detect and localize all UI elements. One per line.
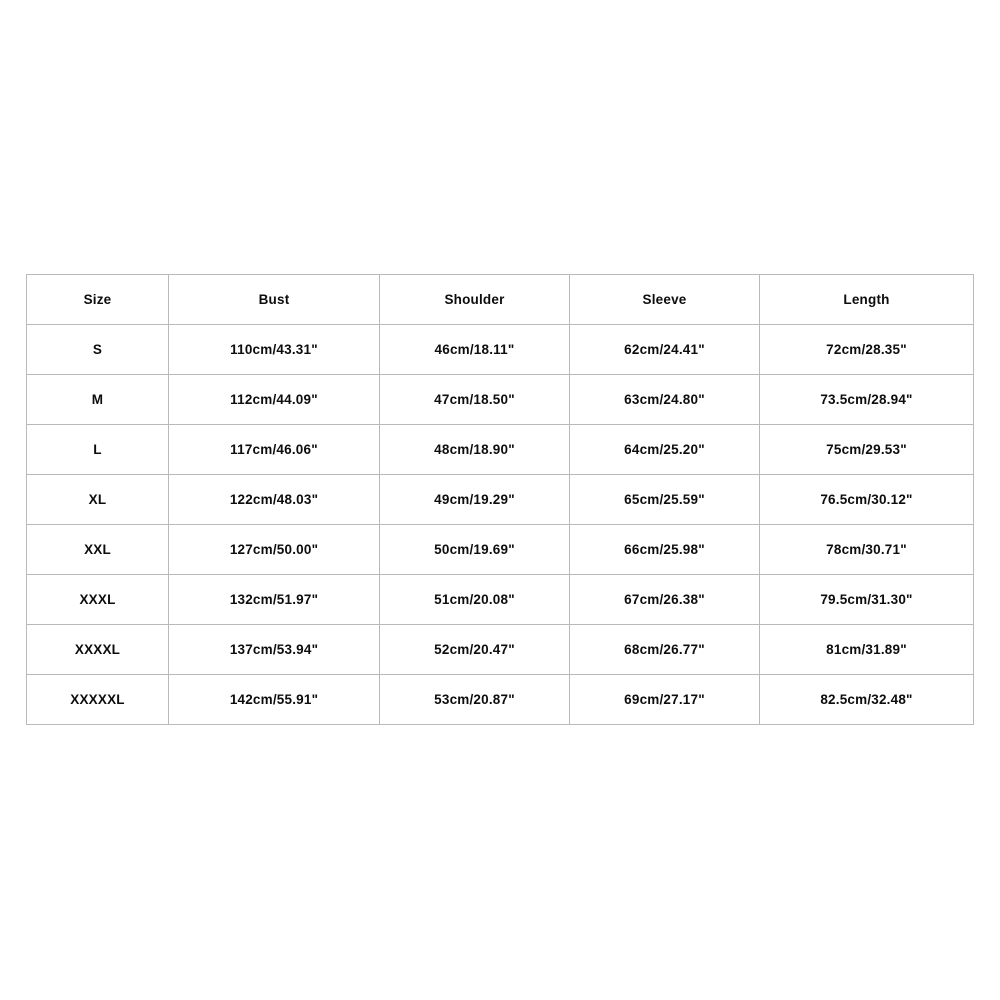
cell-bust: 122cm/48.03" bbox=[169, 475, 380, 525]
cell-length: 81cm/31.89" bbox=[760, 625, 974, 675]
cell-bust: 117cm/46.06" bbox=[169, 425, 380, 475]
table-row bbox=[27, 625, 974, 675]
cell-size: L bbox=[27, 425, 169, 475]
table-row bbox=[27, 375, 974, 425]
size-chart-table bbox=[26, 274, 974, 725]
cell-size: XXXXXL bbox=[27, 675, 169, 725]
cell-length: 79.5cm/31.30" bbox=[760, 575, 974, 625]
cell-length: 82.5cm/32.48" bbox=[760, 675, 974, 725]
cell-shoulder: 50cm/19.69" bbox=[380, 525, 570, 575]
cell-sleeve: 66cm/25.98" bbox=[570, 525, 760, 575]
cell-bust: 127cm/50.00" bbox=[169, 525, 380, 575]
cell-size: XXL bbox=[27, 525, 169, 575]
table-row bbox=[27, 475, 974, 525]
cell-length: 73.5cm/28.94" bbox=[760, 375, 974, 425]
cell-shoulder: 51cm/20.08" bbox=[380, 575, 570, 625]
column-header-shoulder: Shoulder bbox=[380, 275, 570, 325]
cell-bust: 142cm/55.91" bbox=[169, 675, 380, 725]
cell-shoulder: 49cm/19.29" bbox=[380, 475, 570, 525]
cell-sleeve: 65cm/25.59" bbox=[570, 475, 760, 525]
cell-shoulder: 46cm/18.11" bbox=[380, 325, 570, 375]
cell-bust: 132cm/51.97" bbox=[169, 575, 380, 625]
table-row bbox=[27, 325, 974, 375]
cell-bust: 137cm/53.94" bbox=[169, 625, 380, 675]
cell-length: 76.5cm/30.12" bbox=[760, 475, 974, 525]
cell-shoulder: 52cm/20.47" bbox=[380, 625, 570, 675]
cell-sleeve: 69cm/27.17" bbox=[570, 675, 760, 725]
cell-size: XXXXL bbox=[27, 625, 169, 675]
column-header-sleeve: Sleeve bbox=[570, 275, 760, 325]
cell-sleeve: 64cm/25.20" bbox=[570, 425, 760, 475]
cell-size: XXXL bbox=[27, 575, 169, 625]
table-row bbox=[27, 425, 974, 475]
table-row bbox=[27, 675, 974, 725]
cell-length: 75cm/29.53" bbox=[760, 425, 974, 475]
table-row bbox=[27, 575, 974, 625]
cell-sleeve: 62cm/24.41" bbox=[570, 325, 760, 375]
cell-length: 72cm/28.35" bbox=[760, 325, 974, 375]
cell-size: XL bbox=[27, 475, 169, 525]
column-header-bust: Bust bbox=[169, 275, 380, 325]
cell-shoulder: 53cm/20.87" bbox=[380, 675, 570, 725]
cell-sleeve: 67cm/26.38" bbox=[570, 575, 760, 625]
cell-sleeve: 63cm/24.80" bbox=[570, 375, 760, 425]
cell-length: 78cm/30.71" bbox=[760, 525, 974, 575]
cell-sleeve: 68cm/26.77" bbox=[570, 625, 760, 675]
cell-shoulder: 48cm/18.90" bbox=[380, 425, 570, 475]
column-header-size: Size bbox=[27, 275, 169, 325]
cell-bust: 110cm/43.31" bbox=[169, 325, 380, 375]
table-header-row bbox=[27, 275, 974, 325]
cell-size: S bbox=[27, 325, 169, 375]
column-header-length: Length bbox=[760, 275, 974, 325]
cell-bust: 112cm/44.09" bbox=[169, 375, 380, 425]
cell-size: M bbox=[27, 375, 169, 425]
size-chart-container bbox=[26, 274, 973, 725]
cell-shoulder: 47cm/18.50" bbox=[380, 375, 570, 425]
table-row bbox=[27, 525, 974, 575]
